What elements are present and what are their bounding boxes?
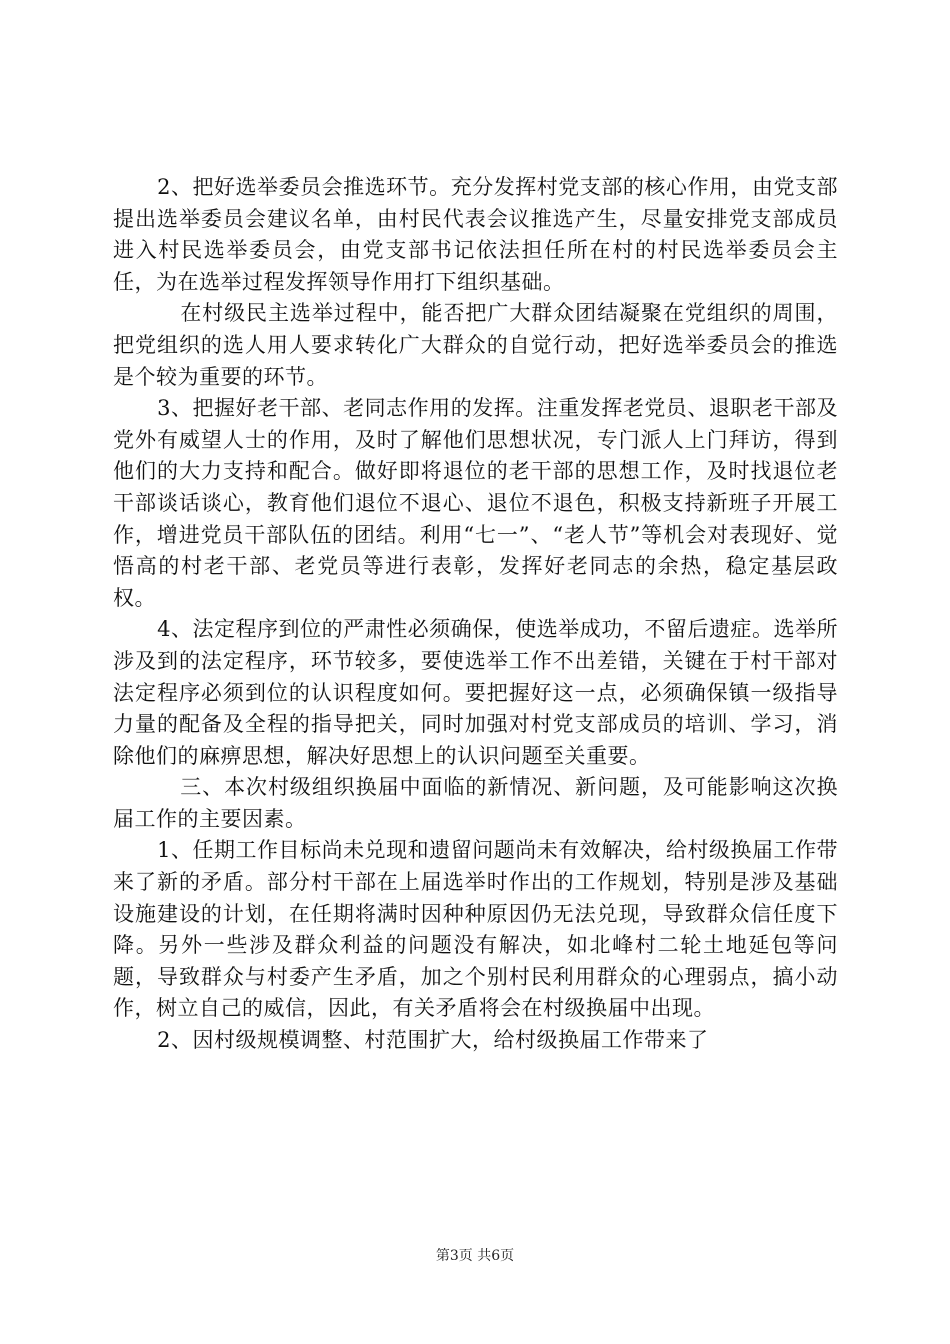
section-heading-three: 三、本次村级组织换届中面临的新情况、新问题，及可能影响这次换届工作的主要因素。	[113, 775, 838, 831]
paragraph-village-scale: 2、因村级规模调整、村范围扩大，给村级换届工作带来了	[157, 1028, 709, 1053]
paragraph-committee-importance: 在村级民主选举过程中，能否把广大群众团结凝聚在党组织的周围，把党组织的选人用人要求转化广大群众的自觉行动，把好选举委员会的推选是个较为重要的环节。	[113, 301, 838, 389]
paragraph-legal-procedure: 4、法定程序到位的严肃性必须确保，使选举成功，不留后遗症。选举所涉及到的法定程序，环节较多，要使选举工作不出差错，关键在于村干部对法定程序必须到位的认识程度如何。要把握好这一点，必须确保镇一级指导力量的配备及全程的指导把关，同时加强对村党支部成员的培训、学习，消除他们的麻痹思想，解决好思想上的认识问题至关重要。	[113, 617, 838, 768]
paragraph-unfulfilled-goals: 1、任期工作目标尚未兑现和遗留问题尚未有效解决，给村级换届工作带来了新的矛盾。部分村干部在上届选举时作出的工作规划，特别是涉及基础设施建设的计划，在任期将满时因种种原因仍无法兑现，导致群众信任度下降。另外一些涉及群众利益的问题没有解决，如北峰村二轮土地延包等问题，导致群众与村委产生矛盾，加之个别村民利用群众的心理弱点，搞小动作，树立自己的威信，因此，有关矛盾将会在村级换届中出现。	[113, 838, 838, 1021]
document-body	[113, 172, 838, 1057]
page-number-footer: 第3页 共6页	[435, 1248, 515, 1264]
paragraph-veteran-cadres: 3、把握好老干部、老同志作用的发挥。注重发挥老党员、退职老干部及党外有威望人士的作用，及时了解他们思想状况，专门派人上门拜访，得到他们的大力支持和配合。做好即将退位的老干部的思想工作，及时找退位老干部谈话谈心，教育他们退位不退心、退位不退色，积极支持新班子开展工作，增进党员干部队伍的团结。利用“七一”、“老人节”等机会对表现好、觉悟高的村老干部、老党员等进行表彰，发挥好老同志的余热，稳定基层政权。	[113, 396, 838, 610]
paragraph-selection-committee: 2、把好选举委员会推选环节。充分发挥村党支部的核心作用，由党支部提出选举委员会建议名单，由村民代表会议推选产生，尽量安排党支部成员进入村民选举委员会，由党支部书记依法担任所在村的村民选举委员会主任，为在选举过程发挥领导作用打下组织基础。	[113, 175, 838, 294]
